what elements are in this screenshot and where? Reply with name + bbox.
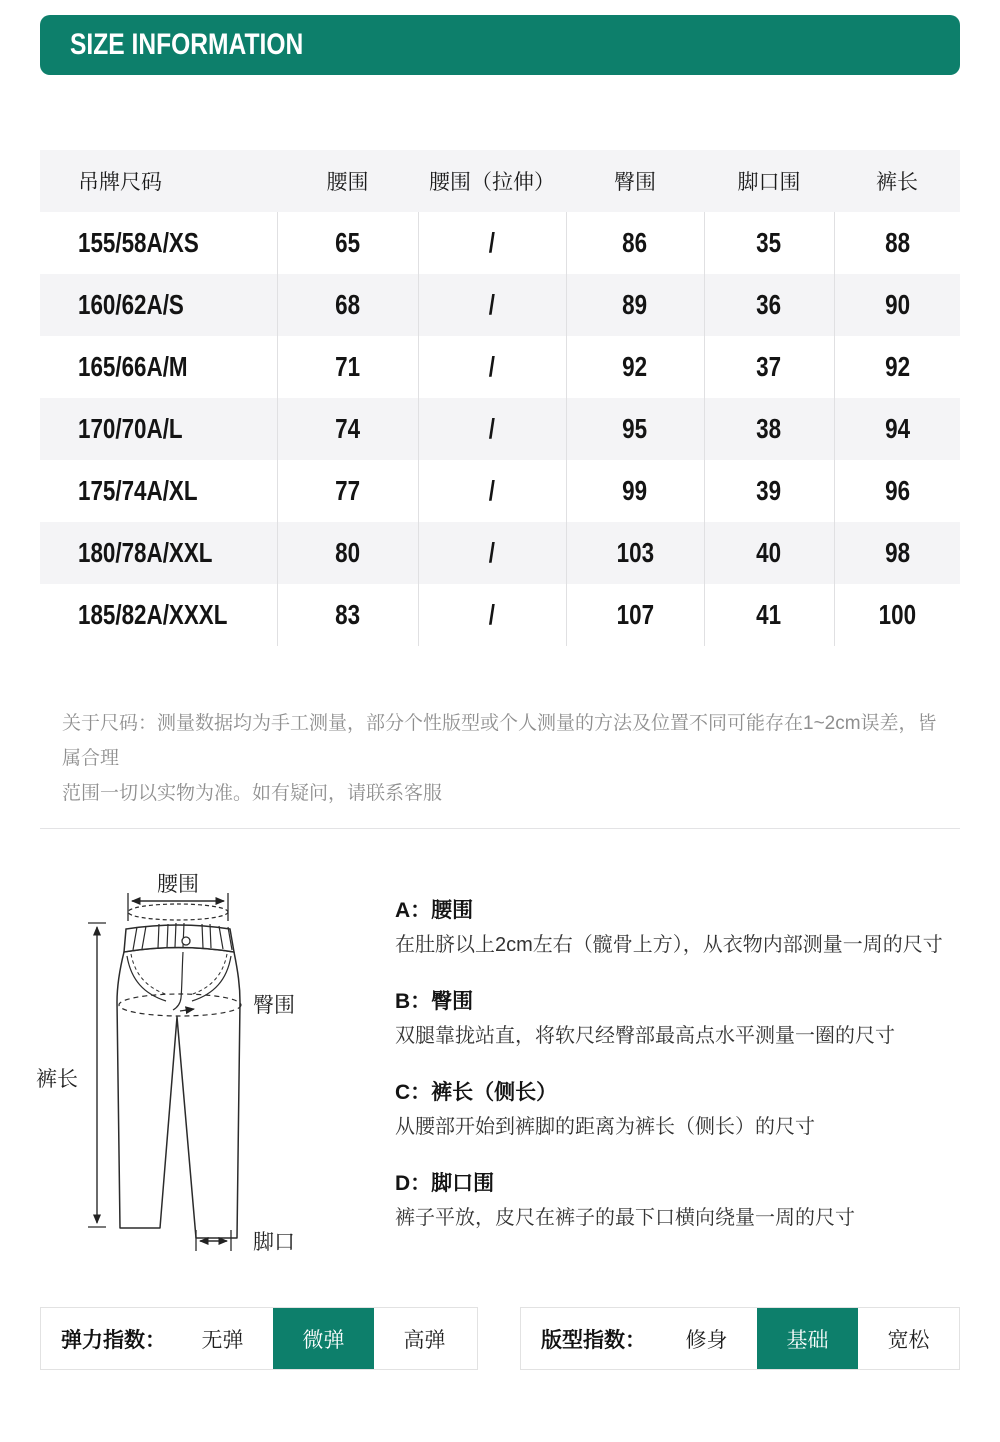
- elasticity-index-label: 弹力指数：: [61, 1328, 166, 1352]
- size-table: [40, 150, 960, 646]
- section-header: [40, 15, 960, 75]
- cell-leg-opening: 38: [756, 413, 782, 444]
- measurement-guide: [395, 900, 970, 1264]
- table-row: [40, 460, 960, 522]
- cell-waist-stretched: /: [488, 351, 496, 382]
- cell-waist: 65: [335, 227, 360, 258]
- guide-title: B：臀围: [395, 990, 474, 1013]
- waist-dashed-ellipse: [128, 904, 228, 920]
- guide-desc: 双腿靠拢站直，将软尺经臀部最高点水平测量一圈的尺寸: [395, 1025, 895, 1047]
- cell-length: 98: [884, 537, 910, 568]
- cell-hip: 107: [616, 599, 654, 630]
- cell-waist: 74: [335, 413, 360, 444]
- table-row: [40, 336, 960, 398]
- cell-hip: 103: [616, 537, 654, 568]
- col-header-waist-stretched: 腰围（拉伸）: [429, 171, 555, 194]
- guide-title: C：裤长（侧长）: [395, 1081, 558, 1104]
- length-label: 裤长: [36, 1068, 78, 1091]
- cell-length: 96: [884, 475, 910, 506]
- page-title: SIZE INFORMATION: [70, 28, 304, 61]
- guide-item-leg-opening: [395, 1173, 970, 1232]
- guide-title: A：腰围: [395, 899, 474, 922]
- cell-waist: 77: [335, 475, 360, 506]
- guide-desc: 从腰部开始到裤脚的距离为裤长（侧长）的尺寸: [395, 1116, 815, 1138]
- cell-hip: 89: [622, 289, 648, 320]
- col-header-pant-length: 裤长: [876, 171, 918, 194]
- cell-length: 90: [884, 289, 910, 320]
- cell-waist-stretched: /: [488, 537, 496, 568]
- cell-hip: 92: [622, 351, 648, 382]
- pants-measurement-diagram: [20, 860, 380, 1280]
- guide-item-waist: [395, 900, 970, 959]
- cell-hip: 95: [622, 413, 648, 444]
- cell-waist: 68: [335, 289, 360, 320]
- waistband: [124, 925, 234, 952]
- table-row: [40, 274, 960, 336]
- cell-size: 185/82A/XXXL: [78, 599, 228, 630]
- cell-hip: 99: [622, 475, 648, 506]
- fit-option-basic-selected: 基础: [757, 1308, 858, 1369]
- pants-outline: [117, 948, 240, 1239]
- cell-waist-stretched: /: [488, 413, 496, 444]
- col-header-tag-size: 吊牌尺码: [78, 171, 162, 194]
- cell-size: 160/62A/S: [78, 289, 184, 320]
- table-row: [40, 212, 960, 274]
- cell-length: 100: [878, 599, 916, 630]
- guide-desc: 在肚脐以上2cm左右（髋骨上方），从衣物内部测量一周的尺寸: [395, 934, 943, 956]
- cell-size: 165/66A/M: [78, 351, 188, 382]
- waist-button: [182, 937, 190, 945]
- fit-index: [520, 1307, 960, 1370]
- fit-index-label: 版型指数：: [541, 1328, 646, 1352]
- size-table-header-row: [40, 150, 960, 212]
- cell-leg-opening: 41: [756, 599, 782, 630]
- guide-item-length: [395, 1082, 970, 1141]
- cell-waist: 80: [335, 537, 360, 568]
- cell-waist-stretched: /: [488, 599, 496, 630]
- guide-title: D：脚口围: [395, 1172, 495, 1195]
- hip-label: 臀围: [253, 994, 295, 1017]
- cell-size: 155/58A/XS: [78, 227, 199, 258]
- fit-option-loose: 宽松: [887, 1328, 930, 1352]
- cell-leg-opening: 35: [756, 227, 782, 258]
- size-disclaimer-line2: 范围一切以实物为准。如有疑问，请联系客服: [62, 783, 443, 804]
- cell-waist: 71: [335, 351, 360, 382]
- elasticity-option-high: 高弹: [403, 1328, 446, 1352]
- cell-leg-opening: 39: [756, 475, 782, 506]
- table-row: [40, 398, 960, 460]
- col-header-leg-opening: 脚口围: [737, 171, 801, 194]
- section-divider: [40, 828, 960, 829]
- cell-waist-stretched: /: [488, 289, 496, 320]
- table-row: [40, 584, 960, 646]
- elasticity-index: [40, 1307, 478, 1370]
- cell-size: 180/78A/XXL: [78, 537, 213, 568]
- elasticity-option-slight-selected: 微弹: [273, 1308, 374, 1369]
- cell-waist-stretched: /: [488, 227, 496, 258]
- col-header-waist: 腰围: [326, 171, 369, 194]
- cell-hip: 86: [622, 227, 648, 258]
- cell-waist-stretched: /: [488, 475, 496, 506]
- guide-desc: 裤子平放，皮尺在裤子的最下口横向绕量一周的尺寸: [395, 1207, 855, 1229]
- cell-size: 170/70A/L: [78, 413, 183, 444]
- cell-leg-opening: 37: [756, 351, 782, 382]
- guide-item-hip: [395, 991, 970, 1050]
- cell-waist: 83: [335, 599, 360, 630]
- col-header-hip: 臀围: [614, 171, 656, 194]
- fit-option-slim: 修身: [685, 1328, 728, 1352]
- cell-leg-opening: 36: [756, 289, 782, 320]
- size-disclaimer-line1: 关于尺码：测量数据均为手工测量，部分个性版型或个人测量的方法及位置不同可能存在1~2cm误差，皆属合理: [62, 713, 937, 769]
- size-disclaimer: [62, 706, 947, 811]
- hem-label: 脚口: [253, 1231, 295, 1254]
- cell-length: 94: [884, 413, 910, 444]
- cell-length: 88: [884, 227, 910, 258]
- cell-size: 175/74A/XL: [78, 475, 198, 506]
- elasticity-option-none: 无弹: [201, 1328, 244, 1352]
- cell-length: 92: [884, 351, 910, 382]
- cell-leg-opening: 40: [756, 537, 782, 568]
- table-row: [40, 522, 960, 584]
- waist-label: 腰围: [157, 873, 199, 896]
